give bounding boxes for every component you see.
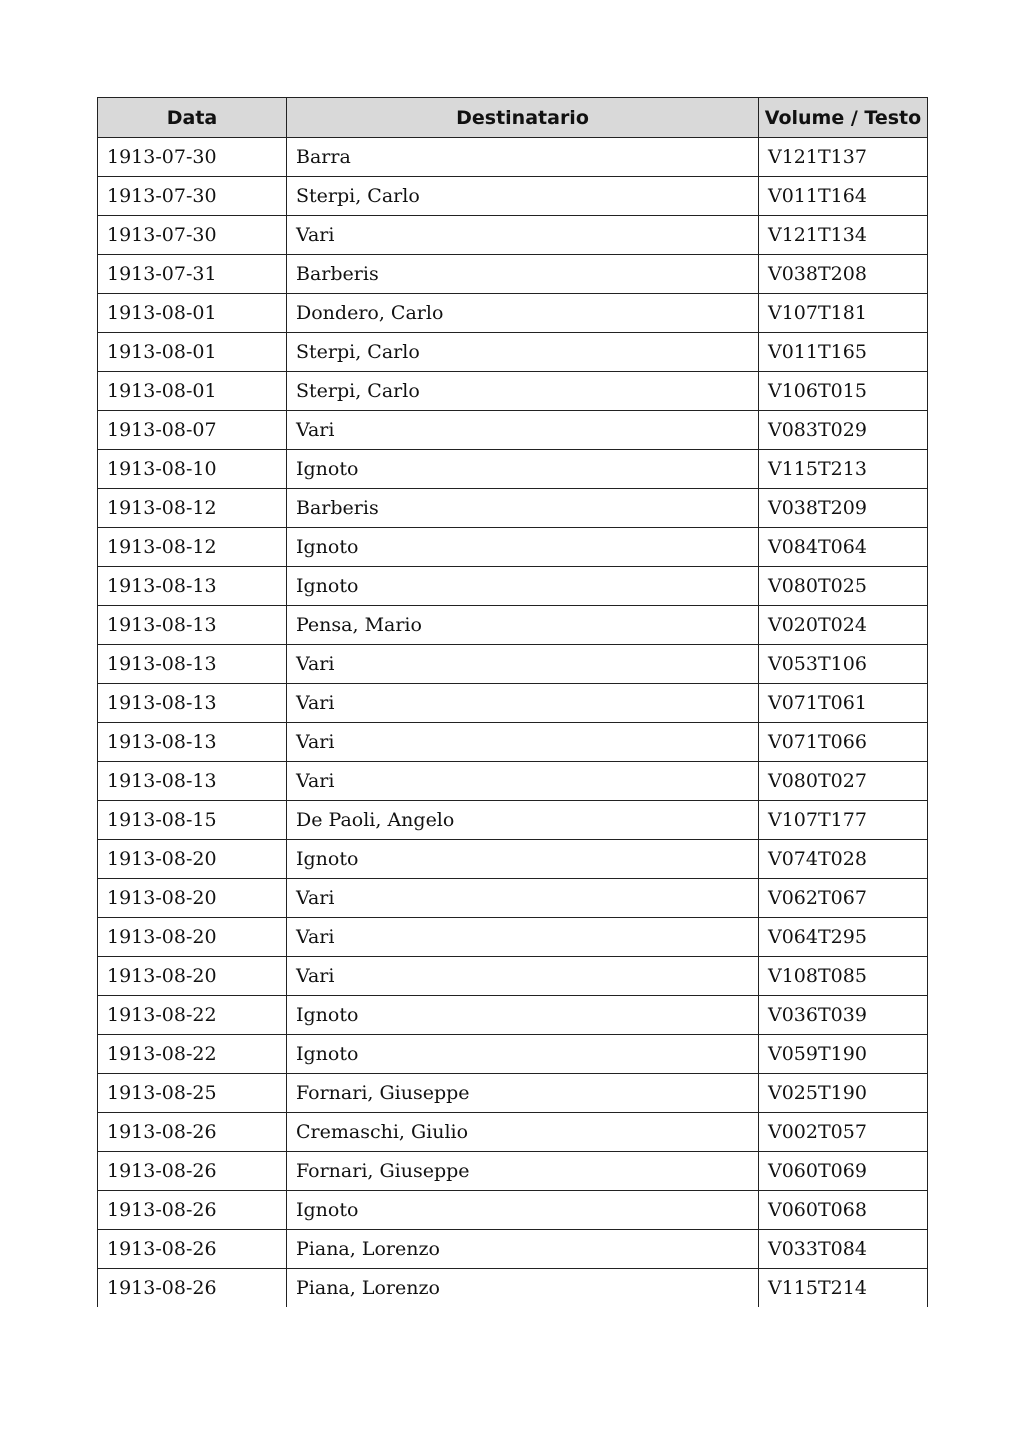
table-row bbox=[98, 1191, 928, 1230]
cell-destinatario: Ignoto bbox=[287, 528, 759, 567]
table-header-row bbox=[98, 98, 928, 138]
cell-data: 1913-08-01 bbox=[98, 333, 287, 372]
cell-volume-testo: V059T190 bbox=[759, 1035, 928, 1074]
cell-data: 1913-08-13 bbox=[98, 723, 287, 762]
table-row bbox=[98, 255, 928, 294]
cell-data: 1913-08-20 bbox=[98, 879, 287, 918]
cell-destinatario: Ignoto bbox=[287, 1191, 759, 1230]
table-row bbox=[98, 645, 928, 684]
cell-volume-testo: V071T066 bbox=[759, 723, 928, 762]
cell-destinatario: Ignoto bbox=[287, 567, 759, 606]
table-row bbox=[98, 528, 928, 567]
cell-data: 1913-08-07 bbox=[98, 411, 287, 450]
cell-destinatario: Vari bbox=[287, 684, 759, 723]
cell-destinatario: Barberis bbox=[287, 489, 759, 528]
cell-destinatario: Vari bbox=[287, 957, 759, 996]
cell-data: 1913-08-25 bbox=[98, 1074, 287, 1113]
table-row bbox=[98, 684, 928, 723]
table-row bbox=[98, 372, 928, 411]
cell-volume-testo: V060T069 bbox=[759, 1152, 928, 1191]
table-row bbox=[98, 879, 928, 918]
letters-table bbox=[97, 97, 928, 1307]
cell-volume-testo: V060T068 bbox=[759, 1191, 928, 1230]
cell-data: 1913-08-13 bbox=[98, 606, 287, 645]
cell-data: 1913-08-20 bbox=[98, 918, 287, 957]
cell-data: 1913-08-15 bbox=[98, 801, 287, 840]
table-row bbox=[98, 1152, 928, 1191]
cell-volume-testo: V038T209 bbox=[759, 489, 928, 528]
table-row bbox=[98, 333, 928, 372]
cell-volume-testo: V084T064 bbox=[759, 528, 928, 567]
cell-volume-testo: V106T015 bbox=[759, 372, 928, 411]
table-row bbox=[98, 918, 928, 957]
cell-data: 1913-08-13 bbox=[98, 684, 287, 723]
cell-data: 1913-08-12 bbox=[98, 528, 287, 567]
cell-destinatario: Barberis bbox=[287, 255, 759, 294]
cell-volume-testo: V115T213 bbox=[759, 450, 928, 489]
cell-destinatario: Fornari, Giuseppe bbox=[287, 1152, 759, 1191]
cell-volume-testo: V033T084 bbox=[759, 1230, 928, 1269]
cell-data: 1913-07-30 bbox=[98, 177, 287, 216]
table-row bbox=[98, 840, 928, 879]
cell-data: 1913-08-26 bbox=[98, 1152, 287, 1191]
table-row bbox=[98, 450, 928, 489]
cell-destinatario: Sterpi, Carlo bbox=[287, 333, 759, 372]
cell-volume-testo: V025T190 bbox=[759, 1074, 928, 1113]
cell-destinatario: De Paoli, Angelo bbox=[287, 801, 759, 840]
cell-destinatario: Barra bbox=[287, 138, 759, 177]
cell-data: 1913-07-30 bbox=[98, 216, 287, 255]
cell-data: 1913-07-30 bbox=[98, 138, 287, 177]
cell-destinatario: Vari bbox=[287, 645, 759, 684]
cell-data: 1913-08-20 bbox=[98, 957, 287, 996]
cell-destinatario: Vari bbox=[287, 762, 759, 801]
cell-volume-testo: V074T028 bbox=[759, 840, 928, 879]
table-row bbox=[98, 216, 928, 255]
cell-volume-testo: V011T164 bbox=[759, 177, 928, 216]
cell-volume-testo: V121T134 bbox=[759, 216, 928, 255]
cell-destinatario: Ignoto bbox=[287, 450, 759, 489]
cell-volume-testo: V121T137 bbox=[759, 138, 928, 177]
cell-data: 1913-08-26 bbox=[98, 1269, 287, 1308]
cell-data: 1913-08-01 bbox=[98, 294, 287, 333]
table-row bbox=[98, 606, 928, 645]
cell-volume-testo: V115T214 bbox=[759, 1269, 928, 1308]
cell-volume-testo: V062T067 bbox=[759, 879, 928, 918]
table-row bbox=[98, 489, 928, 528]
table-row bbox=[98, 1113, 928, 1152]
table-row bbox=[98, 294, 928, 333]
cell-volume-testo: V080T025 bbox=[759, 567, 928, 606]
table-row bbox=[98, 762, 928, 801]
cell-destinatario: Vari bbox=[287, 216, 759, 255]
table-row bbox=[98, 801, 928, 840]
table-row bbox=[98, 1269, 928, 1308]
table-row bbox=[98, 723, 928, 762]
cell-data: 1913-08-22 bbox=[98, 996, 287, 1035]
table-row bbox=[98, 1074, 928, 1113]
cell-destinatario: Vari bbox=[287, 411, 759, 450]
cell-destinatario: Pensa, Mario bbox=[287, 606, 759, 645]
table-row bbox=[98, 1035, 928, 1074]
cell-data: 1913-08-12 bbox=[98, 489, 287, 528]
cell-volume-testo: V011T165 bbox=[759, 333, 928, 372]
table-row bbox=[98, 1230, 928, 1269]
cell-destinatario: Ignoto bbox=[287, 1035, 759, 1074]
cell-volume-testo: V053T106 bbox=[759, 645, 928, 684]
table-row bbox=[98, 138, 928, 177]
cell-data: 1913-08-13 bbox=[98, 762, 287, 801]
cell-volume-testo: V038T208 bbox=[759, 255, 928, 294]
cell-volume-testo: V080T027 bbox=[759, 762, 928, 801]
cell-data: 1913-08-20 bbox=[98, 840, 287, 879]
column-header-destinatario: Destinatario bbox=[287, 98, 759, 138]
cell-destinatario: Sterpi, Carlo bbox=[287, 177, 759, 216]
cell-destinatario: Sterpi, Carlo bbox=[287, 372, 759, 411]
cell-destinatario: Vari bbox=[287, 723, 759, 762]
table-row bbox=[98, 567, 928, 606]
cell-volume-testo: V083T029 bbox=[759, 411, 928, 450]
cell-data: 1913-08-26 bbox=[98, 1230, 287, 1269]
table-row bbox=[98, 411, 928, 450]
cell-destinatario: Fornari, Giuseppe bbox=[287, 1074, 759, 1113]
cell-data: 1913-08-22 bbox=[98, 1035, 287, 1074]
cell-volume-testo: V107T181 bbox=[759, 294, 928, 333]
cell-volume-testo: V071T061 bbox=[759, 684, 928, 723]
cell-volume-testo: V020T024 bbox=[759, 606, 928, 645]
cell-volume-testo: V036T039 bbox=[759, 996, 928, 1035]
table-row bbox=[98, 177, 928, 216]
table-row bbox=[98, 996, 928, 1035]
cell-destinatario: Cremaschi, Giulio bbox=[287, 1113, 759, 1152]
cell-volume-testo: V108T085 bbox=[759, 957, 928, 996]
cell-destinatario: Piana, Lorenzo bbox=[287, 1230, 759, 1269]
cell-destinatario: Dondero, Carlo bbox=[287, 294, 759, 333]
cell-data: 1913-08-13 bbox=[98, 645, 287, 684]
cell-data: 1913-07-31 bbox=[98, 255, 287, 294]
cell-volume-testo: V002T057 bbox=[759, 1113, 928, 1152]
table-row bbox=[98, 957, 928, 996]
column-header-volume-testo: Volume / Testo bbox=[759, 98, 928, 138]
cell-data: 1913-08-26 bbox=[98, 1191, 287, 1230]
cell-destinatario: Piana, Lorenzo bbox=[287, 1269, 759, 1308]
cell-destinatario: Vari bbox=[287, 879, 759, 918]
cell-volume-testo: V064T295 bbox=[759, 918, 928, 957]
column-header-data: Data bbox=[98, 98, 287, 138]
cell-data: 1913-08-10 bbox=[98, 450, 287, 489]
table-body bbox=[98, 138, 928, 1308]
cell-destinatario: Vari bbox=[287, 918, 759, 957]
cell-volume-testo: V107T177 bbox=[759, 801, 928, 840]
cell-destinatario: Ignoto bbox=[287, 996, 759, 1035]
cell-data: 1913-08-13 bbox=[98, 567, 287, 606]
cell-destinatario: Ignoto bbox=[287, 840, 759, 879]
cell-data: 1913-08-26 bbox=[98, 1113, 287, 1152]
cell-data: 1913-08-01 bbox=[98, 372, 287, 411]
